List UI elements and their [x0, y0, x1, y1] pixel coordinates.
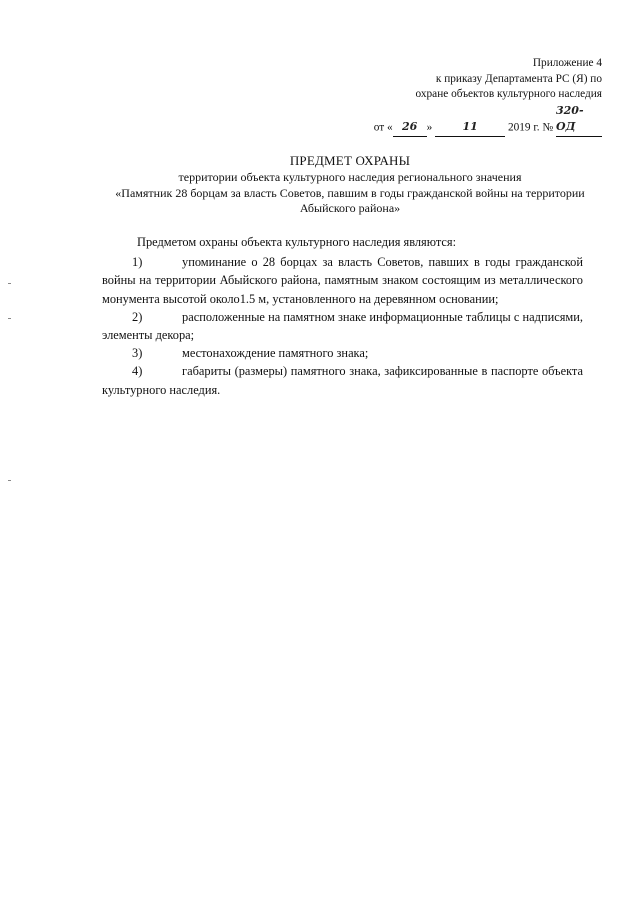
appendix-header: [374, 56, 602, 137]
appendix-label: Приложение 4: [532, 57, 602, 69]
list-item-number: 3): [132, 346, 143, 361]
list-item: [102, 253, 583, 308]
department-name: охране объектов культурного наследия: [415, 88, 602, 100]
scan-margin-mark: [8, 283, 11, 284]
document-title: ПРЕДМЕТ ОХРАНЫ: [289, 153, 411, 168]
list-item: [102, 308, 583, 344]
handwritten-month: 11: [462, 120, 478, 133]
list-item-text: расположенные на памятном знаке информационные таблицы с надписями, элементы декора;: [102, 309, 583, 343]
list-item-number: 1): [132, 255, 143, 270]
document-body: [102, 233, 583, 399]
scan-margin-mark: [8, 480, 11, 481]
subtitle-line-1: территории объекта культурного наследия регионального значения: [178, 170, 522, 184]
list-item: [102, 344, 583, 362]
list-item-text: местонахождение памятного знака;: [182, 346, 369, 361]
scan-margin-mark: [8, 318, 11, 319]
subtitle-line-2: «Памятник 28 борцам за власть Советов, павшим в годы гражданской войны на территории: [115, 185, 585, 200]
list-item-number: 2): [132, 309, 143, 324]
order-reference: к приказу Департамента РС (Я) по: [435, 72, 602, 85]
date-close: »: [426, 121, 433, 133]
list-item-number: 4): [132, 364, 143, 379]
subtitle-line-3: Абыйского района»: [299, 201, 401, 215]
handwritten-day: 26: [401, 120, 418, 133]
list-item-text: габариты (размеры) памятного знака, зафиксированные в паспорте объекта культурного наследия.: [102, 364, 583, 397]
intro-paragraph: Предметом охраны объекта культурного наследия являются:: [137, 235, 457, 249]
year-and-number-label: 2019 г. №: [507, 121, 554, 133]
list-item: [102, 362, 583, 398]
handwritten-order-number: 320-ОД: [556, 103, 584, 133]
date-prefix: от «: [373, 121, 393, 133]
document-title-block: [90, 152, 610, 217]
list-item-text: упоминание о 28 борцах за власть Советов, павших в годы гражданской войны на территории Абыйского района, памятным знаком состоящим из металлического монумента высотой около1.5 м, установленного на деревянном основании;: [102, 255, 583, 306]
order-date-line: [374, 103, 602, 137]
